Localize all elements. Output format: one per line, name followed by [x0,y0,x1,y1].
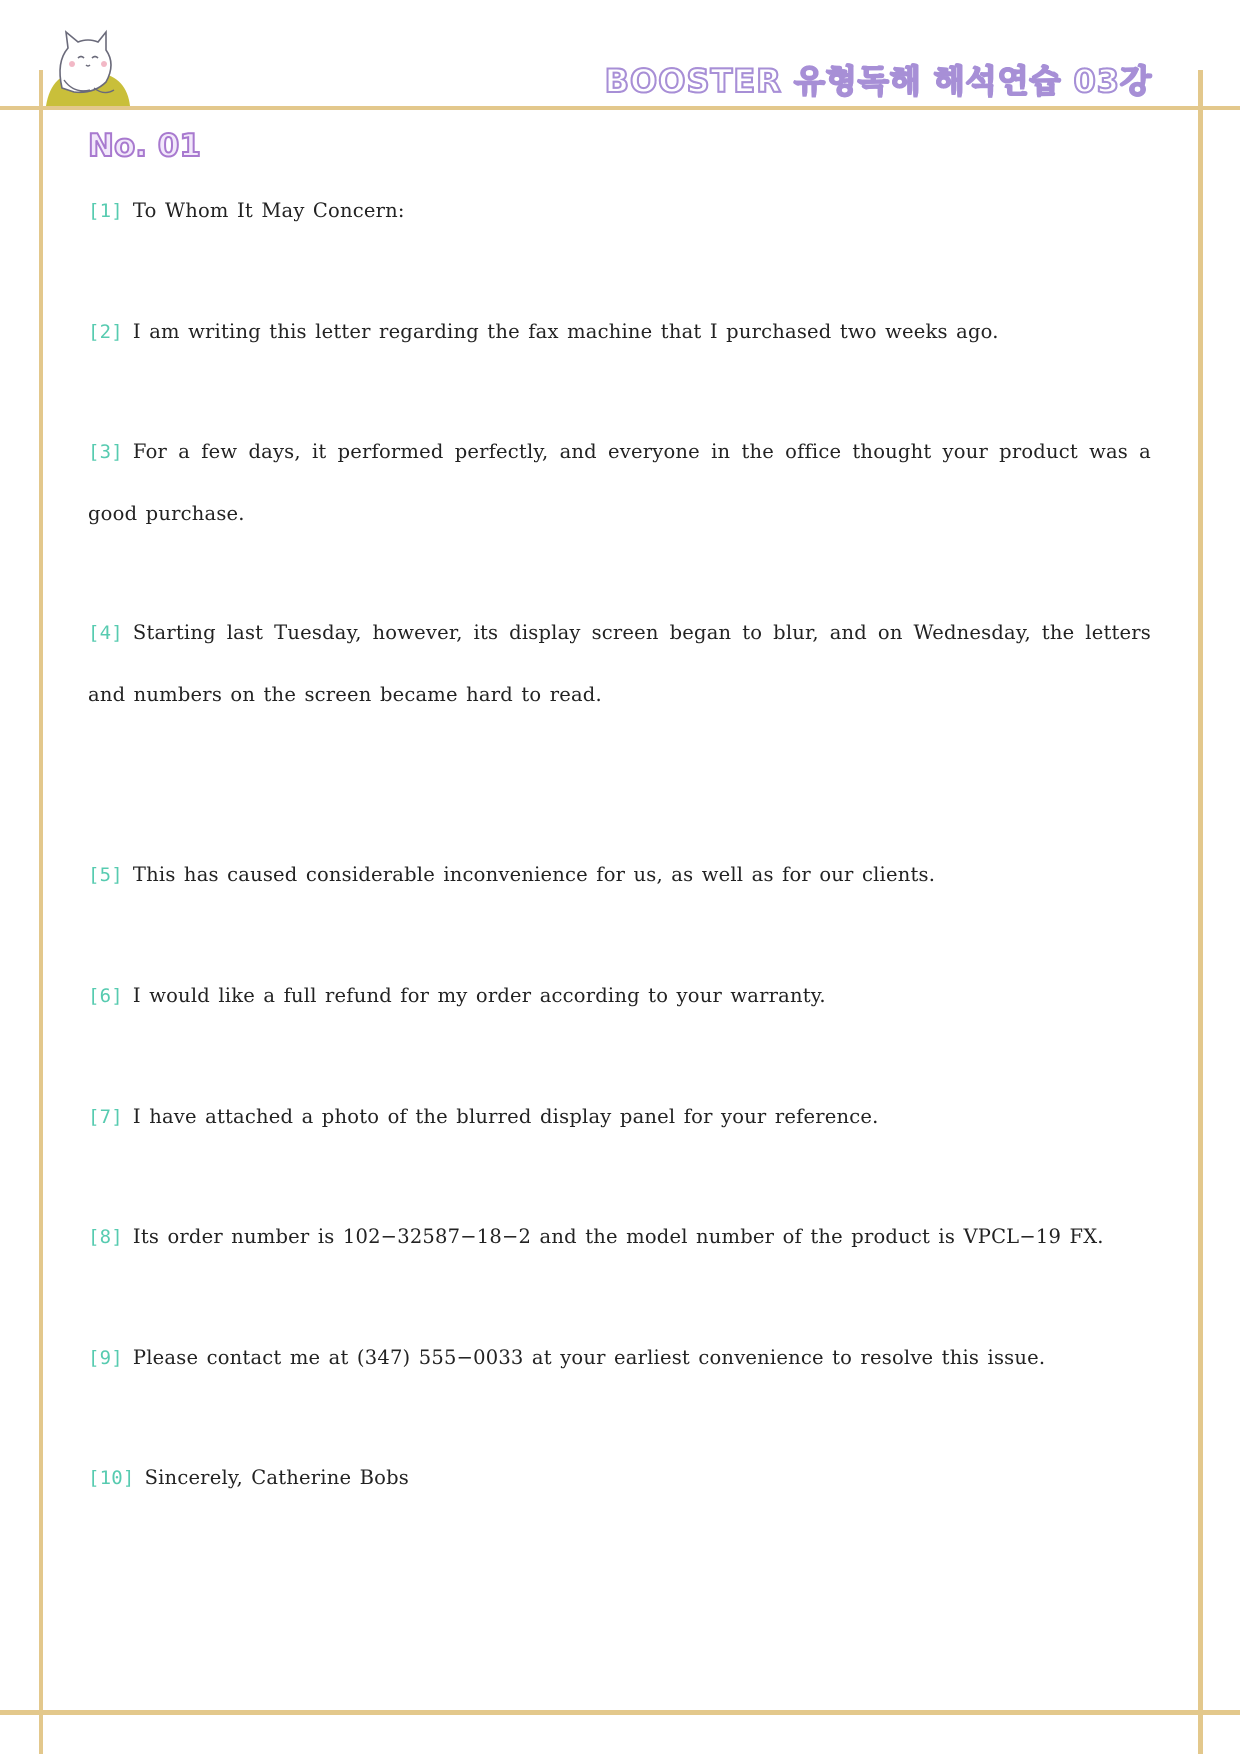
paragraph-5 [88,844,1151,906]
paragraph-1 [88,180,1151,242]
paragraph-text: I would like a full refund for my order according to your warranty. [132,984,826,1007]
paragraph-number: [4] [88,622,123,644]
paragraph-number: [2] [88,321,123,343]
paragraph-text: Please contact me at (347) 555−0033 at your earliest convenience to resolve this issue. [132,1346,1046,1369]
paragraph-9 [88,1327,1151,1389]
paragraph-6 [88,965,1151,1027]
paragraph-10 [88,1447,1151,1509]
paragraph-text: This has caused considerable inconvenience for us, as well as for our clients. [132,863,936,886]
paragraph-number: [5] [88,864,123,886]
paragraph-text: I am writing this letter regarding the fax machine that I purchased two weeks ago. [132,320,999,343]
paragraph-text: I have attached a photo of the blurred display panel for your reference. [132,1105,879,1128]
paragraph-text: Sincerely, Catherine Bobs [144,1466,409,1489]
paragraph-2 [88,301,1151,363]
paragraph-text: To Whom It May Concern: [132,199,405,222]
paragraph-8 [88,1206,1151,1268]
bottom-border-line [0,1710,1240,1715]
top-border-line [0,106,1240,110]
header-title: BOOSTER 유형독해 해석연습 03강 [605,56,1152,102]
paragraph-text: For a few days, it performed perfectly, and everyone in the office thought your product was a good purchase. [88,440,1151,525]
paragraph-text: Its order number is 102−32587−18−2 and the model number of the product is VPCL−19 FX. [132,1225,1104,1248]
paragraph-number: [8] [88,1226,123,1248]
paragraph-text: Starting last Tuesday, however, its display screen began to blur, and on Wednesday, the letters and numbers on the screen became hard to read. [88,621,1151,706]
left-border-line [39,70,43,1754]
paragraph-number: [7] [88,1106,123,1128]
document-number: No. 01 [88,128,201,164]
paragraph-number: [1] [88,200,123,222]
paragraph-number: [3] [88,441,123,463]
paragraph-number: [9] [88,1347,123,1369]
paragraph-4 [88,602,1151,725]
cat-mascot-icon [44,28,134,106]
paragraph-number: [10] [88,1467,135,1489]
paragraph-number: [6] [88,985,123,1007]
right-border-line [1198,70,1203,1754]
paragraph-7 [88,1086,1151,1148]
paragraph-3 [88,421,1151,544]
